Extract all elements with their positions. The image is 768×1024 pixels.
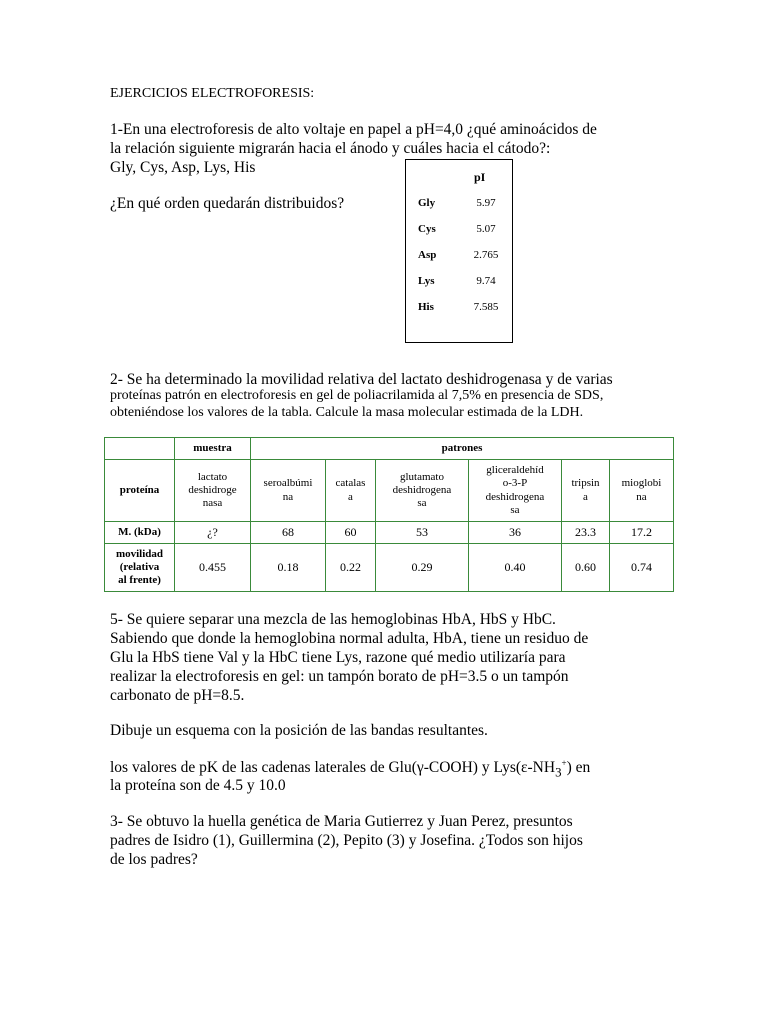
protein-name: glutamato deshidrogena sa	[376, 460, 469, 522]
mass-value: 23.3	[562, 522, 610, 544]
patrones-header: patrones	[251, 438, 674, 460]
q5-paragraph-2: Dibuje un esquema con la posición de las bandas resultantes.	[110, 722, 488, 739]
pi-value: 5.07	[476, 223, 496, 235]
mass-label: M. (kDa)	[105, 522, 175, 544]
mobility-value: 0.455	[175, 544, 251, 592]
q5-line-1: 5- Se quiere separar una mezcla de las hemoglobinas HbA, HbS y HbC.	[110, 611, 556, 628]
mobility-label: movilidad (relativa al frente)	[105, 544, 175, 592]
protein-name: catalas a	[326, 460, 376, 522]
mass-value: ¿?	[175, 522, 251, 544]
mobility-value: 0.29	[376, 544, 469, 592]
q1-line-1: 1-En una electroforesis de alto voltaje en papel a pH=4,0 ¿qué aminoácidos de	[110, 121, 597, 138]
q1-line-4: ¿En qué orden quedarán distribuidos?	[110, 195, 345, 212]
mobility-value: 0.74	[610, 544, 674, 592]
mass-value: 68	[251, 522, 326, 544]
q3-line-2: padres de Isidro (1), Guillermina (2), Pepito (3) y Josefina. ¿Todos son hijos	[110, 832, 583, 849]
pi-value: 5.97	[476, 197, 496, 209]
nh3-charge: +	[561, 758, 567, 768]
mobility-value: 0.18	[251, 544, 326, 592]
page-title: EJERCICIOS ELECTROFORESIS:	[110, 86, 315, 101]
mobility-value: 0.22	[326, 544, 376, 592]
pi-header: pI	[474, 170, 486, 184]
mobility-table	[104, 437, 674, 592]
q3-line-3: de los padres?	[110, 851, 198, 868]
mass-value: 60	[326, 522, 376, 544]
pi-aa: Cys	[418, 223, 436, 235]
protein-name: seroalbúmi na	[251, 460, 326, 522]
proteina-label: proteína	[105, 460, 175, 522]
protein-name: tripsin a	[562, 460, 610, 522]
pi-value: 2.765	[473, 249, 499, 261]
pi-value: 9.74	[476, 275, 496, 287]
mobility-value: 0.40	[469, 544, 562, 592]
pi-table	[405, 159, 513, 343]
q5-paragraph-3-line-2: la proteína son de 4.5 y 10.0	[110, 777, 286, 794]
table-corner	[105, 438, 175, 460]
q3-line-1: 3- Se obtuvo la huella genética de Maria Gutierrez y Juan Perez, presuntos	[110, 813, 573, 830]
q2-line-1-text: 2- Se ha determinado la movilidad relativa del lactato deshidrogenasa y de varias	[110, 371, 613, 388]
q2-line-2: proteínas patrón en electroforesis en gel de poliacrilamida al 7,5% en presencia de SDS,	[110, 388, 604, 403]
q5-line-4: realizar la electroforesis en gel: un tampón borato de pH=3.5 o un tampón	[110, 668, 569, 685]
q5-line-3: Glu la HbS tiene Val y la HbC tiene Lys, razone qué medio utilizaría para	[110, 649, 566, 666]
protein-name: lactato deshidroge nasa	[175, 460, 251, 522]
nh3-subscript: 3	[555, 764, 562, 780]
protein-name: gliceraldehíd o-3-P deshidrogena sa	[469, 460, 562, 522]
q1-line-3: Gly, Cys, Asp, Lys, His	[110, 159, 256, 176]
muestra-header: muestra	[175, 438, 251, 460]
q1-line-2: la relación siguiente migrarán hacia el ánodo y cuáles hacia el cátodo?:	[110, 140, 551, 157]
q2-line-1	[110, 371, 613, 389]
pk-text-end: ) en	[566, 759, 591, 777]
pi-value: 7.585	[473, 301, 499, 313]
mobility-value: 0.60	[562, 544, 610, 592]
mass-value: 53	[376, 522, 469, 544]
q5-line-5: carbonato de pH=8.5.	[110, 687, 245, 704]
mass-value: 17.2	[610, 522, 674, 544]
q5-line-2: Sabiendo que donde la hemoglobina normal adulta, HbA, tiene un residuo de	[110, 630, 589, 647]
pi-aa: Lys	[418, 275, 435, 287]
protein-name: mioglobi na	[610, 460, 674, 522]
pi-aa: His	[418, 301, 434, 313]
q2-line-3: obteniéndose los valores de la tabla. Calcule la masa molecular estimada de la LDH.	[110, 405, 584, 420]
pk-text: los valores de pK de las cadenas laterales de Glu(γ-COOH) y Lys(ε-NH	[110, 759, 556, 777]
pi-aa: Gly	[418, 197, 436, 209]
pi-aa: Asp	[418, 249, 437, 261]
mass-value: 36	[469, 522, 562, 544]
